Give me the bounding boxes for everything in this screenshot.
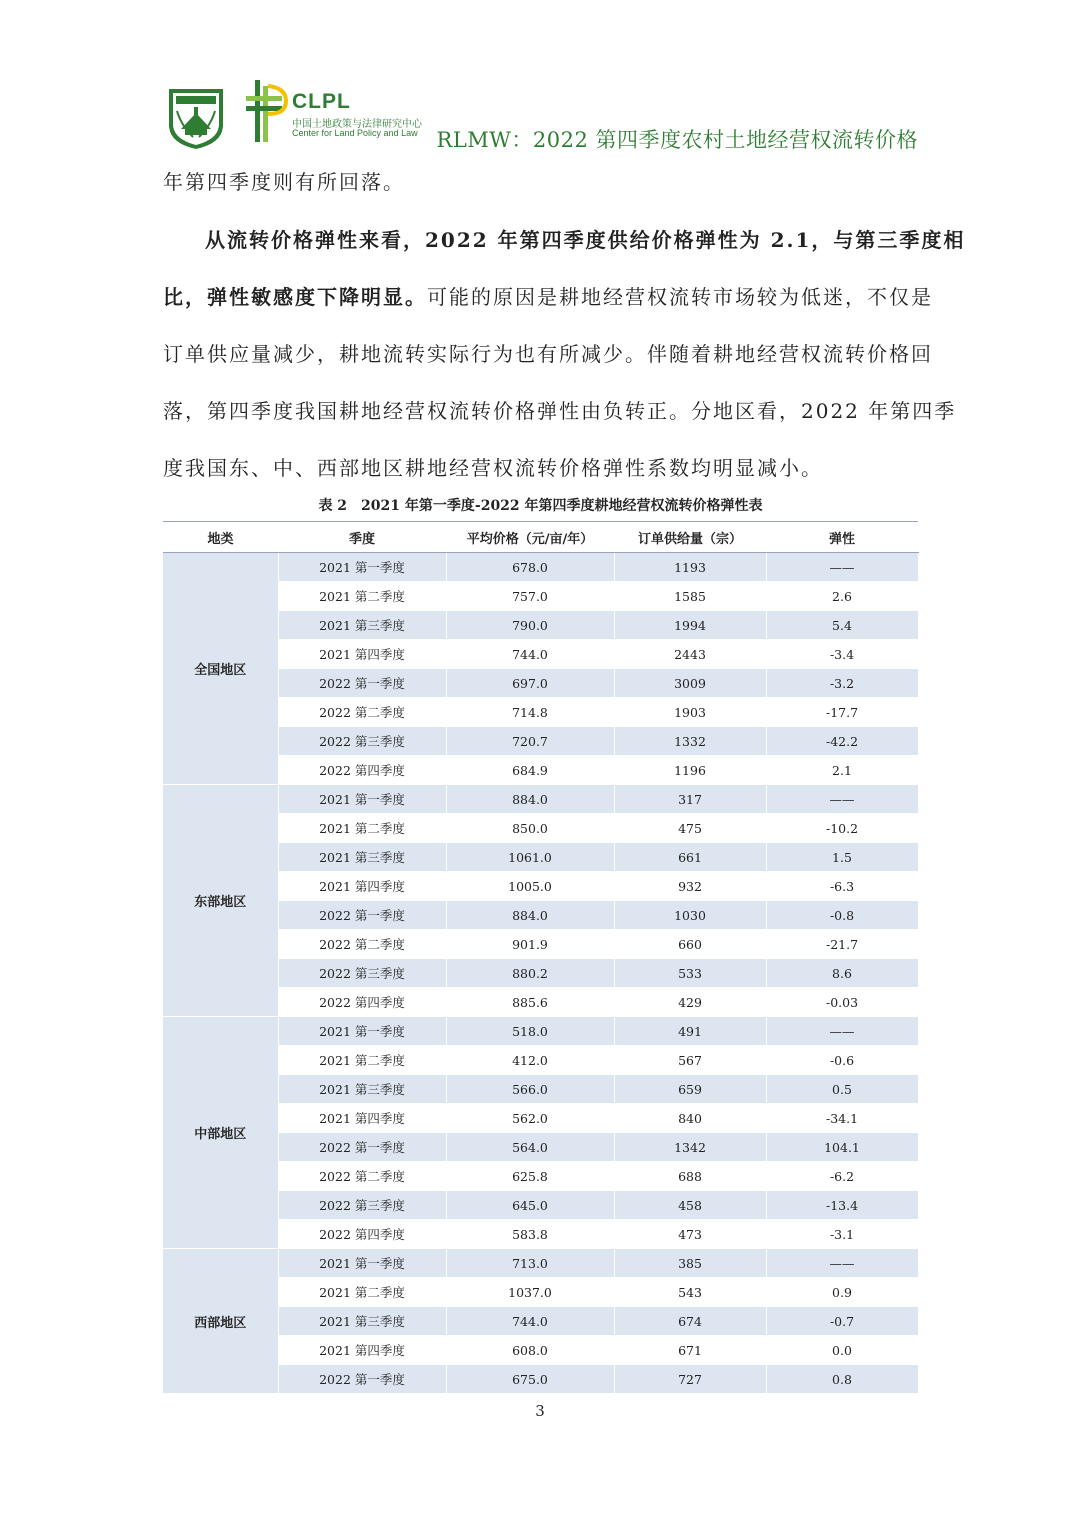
supply-cell: 473 (614, 1220, 766, 1249)
supply-cell: 1585 (614, 582, 766, 611)
supply-cell: 1342 (614, 1133, 766, 1162)
clpl-logo-chinese-name: 中国土地政策与法律研究中心 (292, 119, 422, 130)
price-cell: 884.0 (446, 901, 614, 930)
quarter-cell: 2021 第四季度 (278, 872, 446, 901)
elasticity-cell: 104.1 (766, 1133, 918, 1162)
clpl-logo-english-name: Center for Land Policy and Law (292, 128, 418, 138)
supply-cell: 671 (614, 1336, 766, 1365)
table-row (163, 553, 918, 582)
quarter-cell: 2022 第三季度 (278, 727, 446, 756)
supply-cell: 840 (614, 1104, 766, 1133)
quarter-cell: 2022 第四季度 (278, 756, 446, 785)
page-number: 3 (535, 1402, 545, 1420)
elasticity-cell: 0.5 (766, 1075, 918, 1104)
quarter-cell: 2021 第四季度 (278, 640, 446, 669)
elasticity-cell: -13.4 (766, 1191, 918, 1220)
elasticity-cell: -34.1 (766, 1104, 918, 1133)
table-row (163, 1017, 918, 1046)
elasticity-table (163, 521, 919, 1394)
elasticity-cell: —— (766, 1249, 918, 1278)
supply-cell: 458 (614, 1191, 766, 1220)
region-cell: 西部地区 (163, 1249, 278, 1394)
elasticity-cell: -0.6 (766, 1046, 918, 1075)
supply-cell: 429 (614, 988, 766, 1017)
paragraph-line: 度我国东、中、西部地区耕地经营权流转价格弹性系数均明显减小。 (163, 456, 823, 480)
elasticity-cell: -0.8 (766, 901, 918, 930)
elasticity-cell: 8.6 (766, 959, 918, 988)
price-cell: 884.0 (446, 785, 614, 814)
column-header: 季度 (278, 522, 446, 553)
paragraph-continuation: 年第四季度则有所回落。 (163, 170, 405, 194)
price-cell: 790.0 (446, 611, 614, 640)
price-cell: 757.0 (446, 582, 614, 611)
paragraph-line (163, 269, 933, 326)
supply-cell: 727 (614, 1365, 766, 1394)
supply-cell: 1193 (614, 553, 766, 582)
quarter-cell: 2022 第四季度 (278, 988, 446, 1017)
table-body (163, 553, 918, 1394)
elasticity-cell: 2.6 (766, 582, 918, 611)
quarter-cell: 2022 第三季度 (278, 959, 446, 988)
elasticity-cell: -17.7 (766, 698, 918, 727)
table-caption: 表 2 2021 年第一季度-2022 年第四季度耕地经营权流转价格弹性表 (318, 498, 763, 514)
supply-cell: 543 (614, 1278, 766, 1307)
price-cell: 1061.0 (446, 843, 614, 872)
clpl-logo-name: CLPL (292, 90, 351, 113)
quarter-cell: 2021 第二季度 (278, 1278, 446, 1307)
column-header: 订单供给量（宗） (614, 522, 766, 553)
table-header-row (163, 522, 918, 553)
elasticity-cell: -0.7 (766, 1307, 918, 1336)
price-cell: 714.8 (446, 698, 614, 727)
elasticity-cell: 0.0 (766, 1336, 918, 1365)
elasticity-cell: —— (766, 785, 918, 814)
supply-cell: 1994 (614, 611, 766, 640)
paragraph-line: 落，第四季度我国耕地经营权流转价格弹性由负转正。分地区看，2022 年第四季 (163, 399, 957, 423)
supply-cell: 932 (614, 872, 766, 901)
clpl-mark-icon (246, 80, 288, 146)
elasticity-cell: -21.7 (766, 930, 918, 959)
supply-cell: 1030 (614, 901, 766, 930)
supply-cell: 2443 (614, 640, 766, 669)
price-cell: 518.0 (446, 1017, 614, 1046)
elasticity-cell: -3.4 (766, 640, 918, 669)
quarter-cell: 2021 第二季度 (278, 1046, 446, 1075)
quarter-cell: 2022 第二季度 (278, 1162, 446, 1191)
paragraph-line: 订单供应量减少，耕地流转实际行为也有所减少。伴随着耕地经营权流转价格回 (163, 342, 933, 366)
university-seal-logo (163, 85, 229, 151)
supply-cell: 1332 (614, 727, 766, 756)
supply-cell: 674 (614, 1307, 766, 1336)
quarter-cell: 2022 第一季度 (278, 1133, 446, 1162)
elasticity-cell: 0.9 (766, 1278, 918, 1307)
quarter-cell: 2021 第四季度 (278, 1104, 446, 1133)
quarter-cell: 2021 第一季度 (278, 1017, 446, 1046)
elasticity-cell: 1.5 (766, 843, 918, 872)
elasticity-cell: —— (766, 553, 918, 582)
paragraph-line: 从流转价格弹性来看，2022 年第四季度供给价格弹性为 2.1，与第三季度相 (205, 228, 966, 252)
price-cell: 566.0 (446, 1075, 614, 1104)
price-cell: 885.6 (446, 988, 614, 1017)
supply-cell: 533 (614, 959, 766, 988)
elasticity-cell: -3.1 (766, 1220, 918, 1249)
price-cell: 1005.0 (446, 872, 614, 901)
running-title: RLMW：2022 第四季度农村土地经营权流转价格 (436, 128, 918, 152)
quarter-cell: 2021 第一季度 (278, 785, 446, 814)
supply-cell: 3009 (614, 669, 766, 698)
price-cell: 697.0 (446, 669, 614, 698)
elasticity-cell: 0.8 (766, 1365, 918, 1394)
supply-cell: 385 (614, 1249, 766, 1278)
supply-cell: 659 (614, 1075, 766, 1104)
text-run: 可能的原因是耕地经营权流转市场较为低迷，不仅是 (427, 285, 933, 309)
table-row (163, 1249, 918, 1278)
quarter-cell: 2021 第二季度 (278, 814, 446, 843)
page-header (163, 80, 918, 160)
price-cell: 583.8 (446, 1220, 614, 1249)
supply-cell: 1903 (614, 698, 766, 727)
elasticity-cell: -6.2 (766, 1162, 918, 1191)
quarter-cell: 2021 第四季度 (278, 1336, 446, 1365)
quarter-cell: 2021 第三季度 (278, 1075, 446, 1104)
elasticity-cell: -3.2 (766, 669, 918, 698)
column-header: 平均价格（元/亩/年） (446, 522, 614, 553)
supply-cell: 661 (614, 843, 766, 872)
quarter-cell: 2021 第二季度 (278, 582, 446, 611)
price-cell: 880.2 (446, 959, 614, 988)
quarter-cell: 2022 第四季度 (278, 1220, 446, 1249)
price-cell: 744.0 (446, 640, 614, 669)
price-cell: 744.0 (446, 1307, 614, 1336)
elasticity-cell: 5.4 (766, 611, 918, 640)
supply-cell: 1196 (614, 756, 766, 785)
paragraph-elasticity (163, 212, 966, 497)
supply-cell: 567 (614, 1046, 766, 1075)
quarter-cell: 2021 第三季度 (278, 611, 446, 640)
price-cell: 412.0 (446, 1046, 614, 1075)
price-cell: 562.0 (446, 1104, 614, 1133)
quarter-cell: 2021 第一季度 (278, 1249, 446, 1278)
column-header: 弹性 (766, 522, 918, 553)
quarter-cell: 2022 第一季度 (278, 1365, 446, 1394)
price-cell: 645.0 (446, 1191, 614, 1220)
quarter-cell: 2021 第一季度 (278, 553, 446, 582)
column-header: 地类 (163, 522, 278, 553)
region-cell: 东部地区 (163, 785, 278, 1017)
elasticity-cell: -6.3 (766, 872, 918, 901)
supply-cell: 688 (614, 1162, 766, 1191)
price-cell: 901.9 (446, 930, 614, 959)
table-row (163, 785, 918, 814)
price-cell: 684.9 (446, 756, 614, 785)
quarter-cell: 2022 第二季度 (278, 698, 446, 727)
elasticity-cell: -42.2 (766, 727, 918, 756)
clpl-logo (246, 80, 422, 146)
price-cell: 608.0 (446, 1336, 614, 1365)
price-cell: 564.0 (446, 1133, 614, 1162)
price-cell: 850.0 (446, 814, 614, 843)
elasticity-cell: 2.1 (766, 756, 918, 785)
price-cell: 720.7 (446, 727, 614, 756)
supply-cell: 491 (614, 1017, 766, 1046)
quarter-cell: 2021 第三季度 (278, 843, 446, 872)
quarter-cell: 2022 第一季度 (278, 901, 446, 930)
bold-phrase: 比，弹性敏感度下降明显。 (163, 285, 427, 309)
elasticity-cell: —— (766, 1017, 918, 1046)
elasticity-cell: -0.03 (766, 988, 918, 1017)
price-cell: 675.0 (446, 1365, 614, 1394)
quarter-cell: 2021 第三季度 (278, 1307, 446, 1336)
quarter-cell: 2022 第二季度 (278, 930, 446, 959)
region-cell: 全国地区 (163, 553, 278, 785)
price-cell: 678.0 (446, 553, 614, 582)
price-cell: 1037.0 (446, 1278, 614, 1307)
supply-cell: 475 (614, 814, 766, 843)
supply-cell: 317 (614, 785, 766, 814)
region-cell: 中部地区 (163, 1017, 278, 1249)
price-cell: 625.8 (446, 1162, 614, 1191)
price-cell: 713.0 (446, 1249, 614, 1278)
elasticity-cell: -10.2 (766, 814, 918, 843)
quarter-cell: 2022 第三季度 (278, 1191, 446, 1220)
quarter-cell: 2022 第一季度 (278, 669, 446, 698)
supply-cell: 660 (614, 930, 766, 959)
